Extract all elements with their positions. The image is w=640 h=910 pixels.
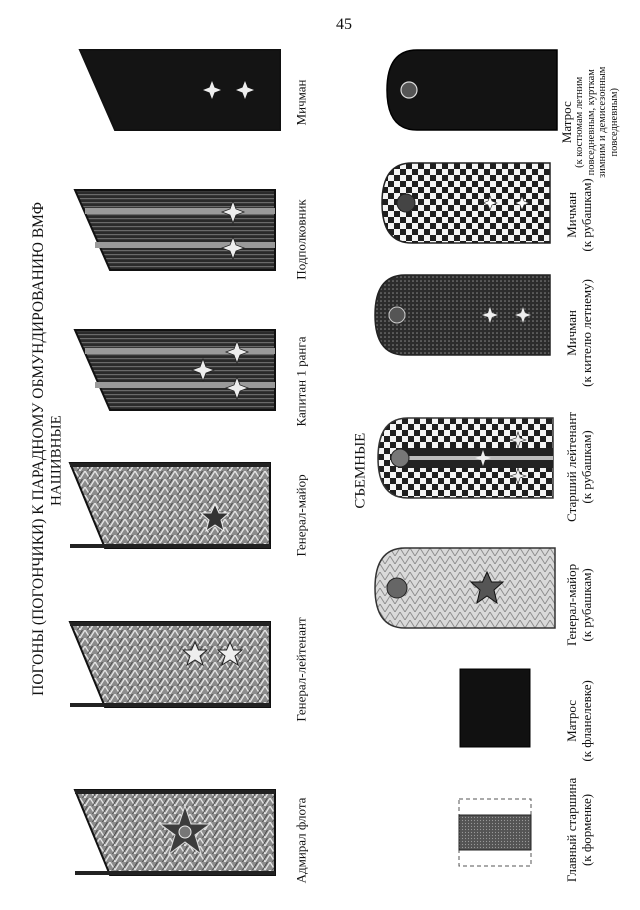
caption-midshipman: Мичман bbox=[293, 79, 309, 126]
button-icon bbox=[389, 307, 405, 323]
page-title: ПОГОНЫ (ПОГОНЧИКИ) К ПАРАДНОМУ ОБМУНДИРОВАНИЮ ВМФ bbox=[30, 201, 48, 696]
removable-strap-senior-lieutenant bbox=[378, 418, 553, 498]
button-icon bbox=[401, 82, 417, 98]
caption-captain-1: Капитан 1 ранга bbox=[293, 336, 309, 427]
sewn-strap-major-general bbox=[70, 463, 270, 548]
caption-sailor-flannel: Матрос (к фланелевке) bbox=[564, 680, 594, 762]
sewn-strap-captain-1 bbox=[75, 330, 275, 410]
caption-chief-petty-officer: Главный старшина (к форменке) bbox=[564, 777, 594, 883]
caption-midshipman-summer-tunic: Мичман (к кителю летнему) bbox=[564, 279, 594, 387]
caption-sailor-jacket: Матрос (к костюмам летним повседневным, курткам зимним и демисезонным повседневным) bbox=[558, 66, 620, 178]
page-number: 45 bbox=[336, 16, 352, 33]
caption-major-general-shirt: Генерал-майор (к рубашкам) bbox=[564, 563, 594, 646]
caption-senior-lieutenant: Старший лейтенант (к рубашкам) bbox=[564, 412, 594, 522]
removable-strap-midshipman-summer-tunic bbox=[375, 275, 550, 355]
button-icon bbox=[397, 194, 415, 212]
caption-midshipman-shirt: Мичман (к рубашкам) bbox=[564, 178, 594, 252]
caption-major-general: Генерал-майор bbox=[293, 474, 309, 557]
caption-lt-general: Генерал-лейтенант bbox=[293, 617, 309, 722]
removable-strap-sailor-jacket bbox=[387, 50, 557, 130]
removable-strap-major-general-shirt bbox=[375, 548, 555, 628]
caption-admiral: Адмирал флота bbox=[293, 797, 309, 884]
caption-lt-colonel: Подполковник bbox=[293, 199, 309, 280]
removable-strap-chief-petty-officer bbox=[455, 795, 535, 870]
button-icon bbox=[391, 449, 409, 467]
sewn-strap-lt-general bbox=[70, 622, 270, 707]
sewn-strap-midshipman bbox=[80, 50, 280, 130]
removable-strap-sailor-flannel bbox=[459, 668, 531, 748]
button-icon bbox=[387, 578, 407, 598]
sewn-strap-lt-colonel bbox=[75, 190, 275, 270]
removable-strap-midshipman-shirt bbox=[382, 163, 550, 243]
sewn-strap-admiral bbox=[75, 790, 275, 875]
section-heading-removable: СЪЕМНЫЕ bbox=[352, 432, 369, 509]
section-heading-sewn: НАШИВНЫЕ bbox=[48, 415, 65, 506]
